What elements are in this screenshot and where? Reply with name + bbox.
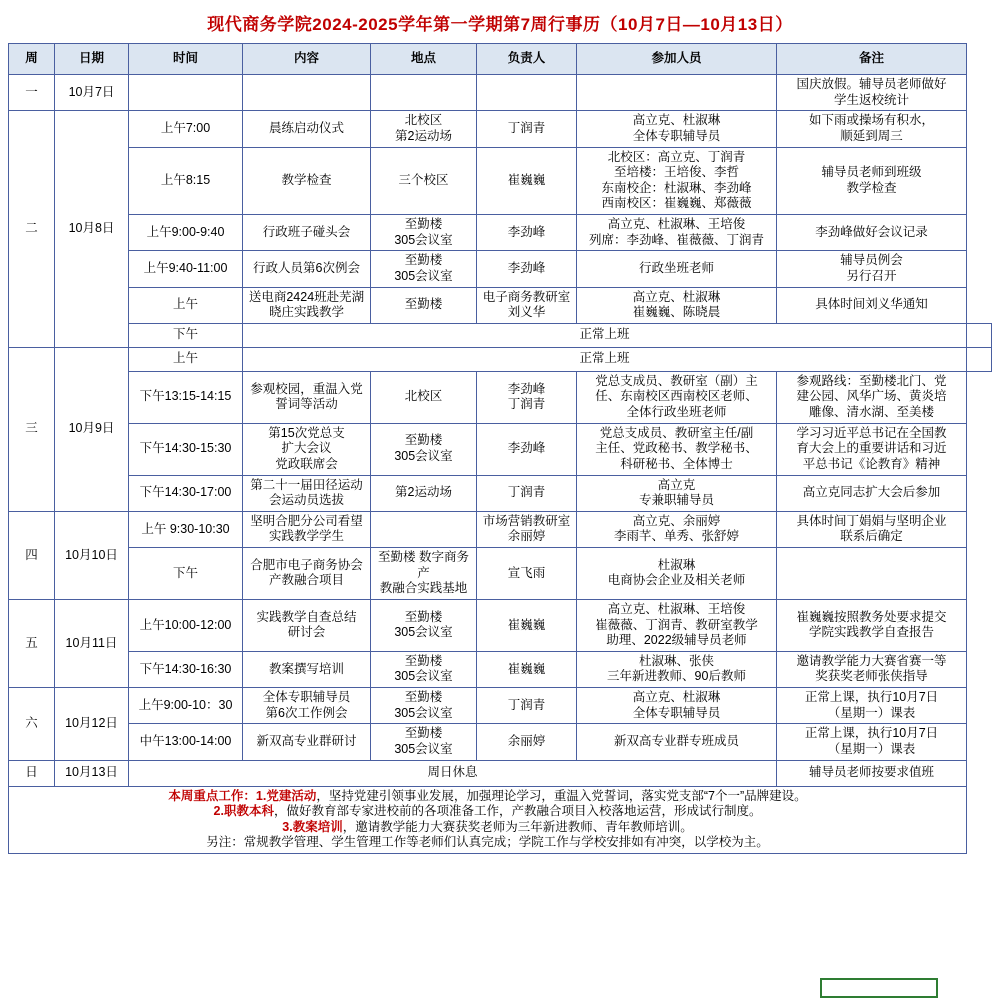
cell-people: 北校区：高立克、丁润青 至培楼：王培俊、李哲 东南校企：杜淑琳、李劲峰 西南校区：崔巍巍、郑薇薇 — [577, 147, 777, 215]
col-note: 备注 — [777, 44, 967, 75]
cell-date: 10月11日 — [55, 599, 129, 687]
cell-time: 下午14:30-16:30 — [129, 651, 243, 687]
cell-note: 参观路线：至勤楼北门、党 建公园、风华广场、黄炎培 雕像、清水湖、至美楼 — [777, 371, 967, 423]
table-row — [9, 287, 992, 323]
cell-people: 新双高专业群专班成员 — [577, 724, 777, 760]
cell-content: 全体专职辅导员 第6次工作例会 — [243, 688, 371, 724]
cell-note — [967, 347, 992, 371]
cell-week: 四 — [9, 511, 55, 599]
cell-place: 至勤楼 305会议室 — [371, 688, 477, 724]
weekly-focus-note — [9, 786, 967, 854]
cell-content: 第二十一届田径运动 会运动员选拔 — [243, 475, 371, 511]
cell-note — [777, 548, 967, 600]
cell-time: 上午10:00-12:00 — [129, 599, 243, 651]
cell-owner: 崔巍巍 — [477, 651, 577, 687]
focus-key-2: 职教本科 — [223, 804, 274, 819]
cell-owner: 丁润青 — [477, 111, 577, 147]
cell-place: 至勤楼 305会议室 — [371, 724, 477, 760]
cell-owner: 市场营销教研室 余丽婷 — [477, 511, 577, 547]
cell-place: 北校区 — [371, 371, 477, 423]
cell-date: 10月8日 — [55, 111, 129, 348]
focus-num-2: 2. — [213, 804, 224, 819]
cell-people: 党总支成员、教研室（副）主 任、东南校区西南校区老师、 全体行政坐班老师 — [577, 371, 777, 423]
cell-content: 合肥市电子商务协会 产教融合项目 — [243, 548, 371, 600]
table-row — [9, 111, 992, 147]
cell-owner: 丁润青 — [477, 475, 577, 511]
cell-time: 周日休息 — [129, 760, 777, 786]
cell-people: 杜淑琳 电商协会企业及相关老师 — [577, 548, 777, 600]
cell-people: 行政坐班老师 — [577, 251, 777, 287]
table-row — [9, 511, 992, 547]
table-row — [9, 347, 992, 371]
cell-place: 三个校区 — [371, 147, 477, 215]
cell-content: 正常上班 — [243, 347, 967, 371]
cell-content: 行政班子碰头会 — [243, 215, 371, 251]
cell-people: 高立克、杜淑琳 崔巍巍、陈晓晨 — [577, 287, 777, 323]
cell-place — [371, 511, 477, 547]
cell-owner: 李劲峰 — [477, 423, 577, 475]
table-row — [9, 75, 992, 111]
cell-week: 二 — [9, 111, 55, 348]
focus-text-2: ，做好教育部专家进校前的各项准备工作，产教融合项目入校落地运营，形成试行制度。 — [273, 804, 762, 819]
cell-note: 正常上课，执行10月7日 （星期一）课表 — [777, 688, 967, 724]
table-row — [9, 599, 992, 651]
focus-text-4: 另注：常规教学管理、学生管理工作等老师们认真完成；学院工作与学校安排如有冲突，以学校为主。 — [206, 835, 769, 850]
cell-note: 正常上课，执行10月7日 （星期一）课表 — [777, 724, 967, 760]
cell-time — [129, 75, 243, 111]
cell-note: 崔巍巍按照教务处要求提交 学院实践教学自查报告 — [777, 599, 967, 651]
cell-note: 如下雨或操场有积水， 顺延到周三 — [777, 111, 967, 147]
table-row — [9, 475, 992, 511]
table-row — [9, 147, 992, 215]
cell-note: 具体时间丁娟娟与坚明企业 联系后确定 — [777, 511, 967, 547]
cell-owner: 崔巍巍 — [477, 147, 577, 215]
cell-content: 教案撰写培训 — [243, 651, 371, 687]
table-row — [9, 724, 992, 760]
cell-owner: 李劲峰 — [477, 251, 577, 287]
cell-people: 党总支成员、教研室主任/副 主任、党政秘书、教学秘书、 科研秘书、全体博士 — [577, 423, 777, 475]
cell-content: 教学检查 — [243, 147, 371, 215]
cell-note: 辅导员老师到班级 教学检查 — [777, 147, 967, 215]
cell-note: 学习习近平总书记在全国教 育大会上的重要讲话和习近 平总书记《论教育》精神 — [777, 423, 967, 475]
cell-time: 中午13:00-14:00 — [129, 724, 243, 760]
cell-people: 高立克 专兼职辅导员 — [577, 475, 777, 511]
cell-content: 行政人员第6次例会 — [243, 251, 371, 287]
cell-note: 李劲峰做好会议记录 — [777, 215, 967, 251]
cell-note: 辅导员例会 另行召开 — [777, 251, 967, 287]
col-week: 周 — [9, 44, 55, 75]
cell-note: 辅导员老师按要求值班 — [777, 760, 967, 786]
cell-place: 至勤楼 305会议室 — [371, 251, 477, 287]
cell-content: 送电商2424班赴芜湖 晓庄实践教学 — [243, 287, 371, 323]
cell-time: 上午 9:30-10:30 — [129, 511, 243, 547]
cell-content — [243, 75, 371, 111]
cell-place — [371, 75, 477, 111]
table-row — [9, 371, 992, 423]
cell-note — [967, 323, 992, 347]
cell-time: 上午7:00 — [129, 111, 243, 147]
cell-place: 至勤楼 305会议室 — [371, 215, 477, 251]
cell-place: 至勤楼 — [371, 287, 477, 323]
focus-text-3: ，邀请教学能力大赛获奖老师为三年新进教师、青年教师培训。 — [342, 819, 693, 834]
cell-people: 高立克、杜淑琳 全体专职辅导员 — [577, 111, 777, 147]
table-row — [9, 688, 992, 724]
cell-time: 下午14:30-15:30 — [129, 423, 243, 475]
cell-content: 晨练启动仪式 — [243, 111, 371, 147]
cell-date: 10月13日 — [55, 760, 129, 786]
cell-place: 至勤楼 305会议室 — [371, 599, 477, 651]
cell-time: 下午 — [129, 323, 243, 347]
cell-people: 高立克、杜淑琳 全体专职辅导员 — [577, 688, 777, 724]
cell-place: 至勤楼 数字商务产 教融合实践基地 — [371, 548, 477, 600]
col-people: 参加人员 — [577, 44, 777, 75]
cell-date: 10月10日 — [55, 511, 129, 599]
cell-people: 高立克、杜淑琳、王培俊 崔薇薇、丁润青、教研室教学 助理、2022级辅导员老师 — [577, 599, 777, 651]
cell-week: 五 — [9, 599, 55, 687]
page-title: 现代商务学院2024-2025学年第一学期第7周行事历（10月7日—10月13日） — [207, 15, 793, 34]
table-body — [9, 75, 992, 787]
cell-time: 上午 — [129, 287, 243, 323]
cell-note: 高立克同志扩大会后参加 — [777, 475, 967, 511]
focus-label-1: 本周重点工作：1. — [168, 788, 267, 803]
table-row — [9, 548, 992, 600]
cell-content: 参观校园，重温入党 誓词等活动 — [243, 371, 371, 423]
col-content: 内容 — [243, 44, 371, 75]
cell-owner: 李劲峰 丁润青 — [477, 371, 577, 423]
cell-time: 上午9:40-11:00 — [129, 251, 243, 287]
cell-date: 10月7日 — [55, 75, 129, 111]
cell-place: 北校区 第2运动场 — [371, 111, 477, 147]
cell-place: 第2运动场 — [371, 475, 477, 511]
cell-place: 至勤楼 305会议室 — [371, 423, 477, 475]
cell-content: 正常上班 — [243, 323, 967, 347]
cell-owner: 电子商务教研室 刘义华 — [477, 287, 577, 323]
col-owner: 负责人 — [477, 44, 577, 75]
cell-place: 至勤楼 305会议室 — [371, 651, 477, 687]
cell-date: 10月9日 — [55, 347, 129, 511]
cell-owner: 余丽婷 — [477, 724, 577, 760]
cell-time: 下午14:30-17:00 — [129, 475, 243, 511]
cell-owner — [477, 75, 577, 111]
focus-key-3: 教案培训 — [292, 819, 343, 834]
cell-time: 下午13:15-14:15 — [129, 371, 243, 423]
table-row — [9, 651, 992, 687]
col-date: 日期 — [55, 44, 129, 75]
table-row — [9, 251, 992, 287]
cell-time: 上午9:00-9:40 — [129, 215, 243, 251]
cell-time: 下午 — [129, 548, 243, 600]
cell-week: 日 — [9, 760, 55, 786]
cell-owner: 宣飞雨 — [477, 548, 577, 600]
selected-cell-highlight[interactable] — [820, 978, 938, 998]
cell-time: 上午8:15 — [129, 147, 243, 215]
table-row — [9, 215, 992, 251]
cell-note: 邀请教学能力大赛省赛一等 奖获奖老师张侠指导 — [777, 651, 967, 687]
cell-time: 上午9:00-10：30 — [129, 688, 243, 724]
schedule-table — [8, 43, 992, 854]
cell-note: 具体时间刘义华通知 — [777, 287, 967, 323]
focus-key-1: 党建活动 — [266, 788, 317, 803]
cell-week: 一 — [9, 75, 55, 111]
cell-people — [577, 75, 777, 111]
cell-time: 上午 — [129, 347, 243, 371]
footer-row — [9, 786, 992, 854]
cell-content: 第15次党总支 扩大会议 党政联席会 — [243, 423, 371, 475]
cell-content: 实践教学自查总结 研讨会 — [243, 599, 371, 651]
cell-note: 国庆放假。辅导员老师做好 学生返校统计 — [777, 75, 967, 111]
table-row — [9, 760, 992, 786]
cell-people: 高立克、余丽婷 李雨芊、单秀、张舒婷 — [577, 511, 777, 547]
col-place: 地点 — [371, 44, 477, 75]
cell-content: 新双高专业群研讨 — [243, 724, 371, 760]
table-header-row — [9, 44, 992, 75]
table-row — [9, 323, 992, 347]
cell-date: 10月12日 — [55, 688, 129, 761]
cell-people: 高立克、杜淑琳、王培俊 列席：李劲峰、崔薇薇、丁润青 — [577, 215, 777, 251]
cell-people: 杜淑琳、张侠 三年新进教师、90后教师 — [577, 651, 777, 687]
cell-week: 六 — [9, 688, 55, 761]
cell-content: 坚明合肥分公司看望 实践教学学生 — [243, 511, 371, 547]
table-row — [9, 423, 992, 475]
cell-owner: 崔巍巍 — [477, 599, 577, 651]
focus-text-1: ，坚持党建引领事业发展，加强理论学习，重温入党誓词，落实党支部“7个一”品牌建设。 — [316, 788, 807, 803]
focus-num-3: 3. — [282, 819, 293, 834]
col-time: 时间 — [129, 44, 243, 75]
cell-owner: 丁润青 — [477, 688, 577, 724]
cell-week: 三 — [9, 347, 55, 511]
cell-owner: 李劲峰 — [477, 215, 577, 251]
